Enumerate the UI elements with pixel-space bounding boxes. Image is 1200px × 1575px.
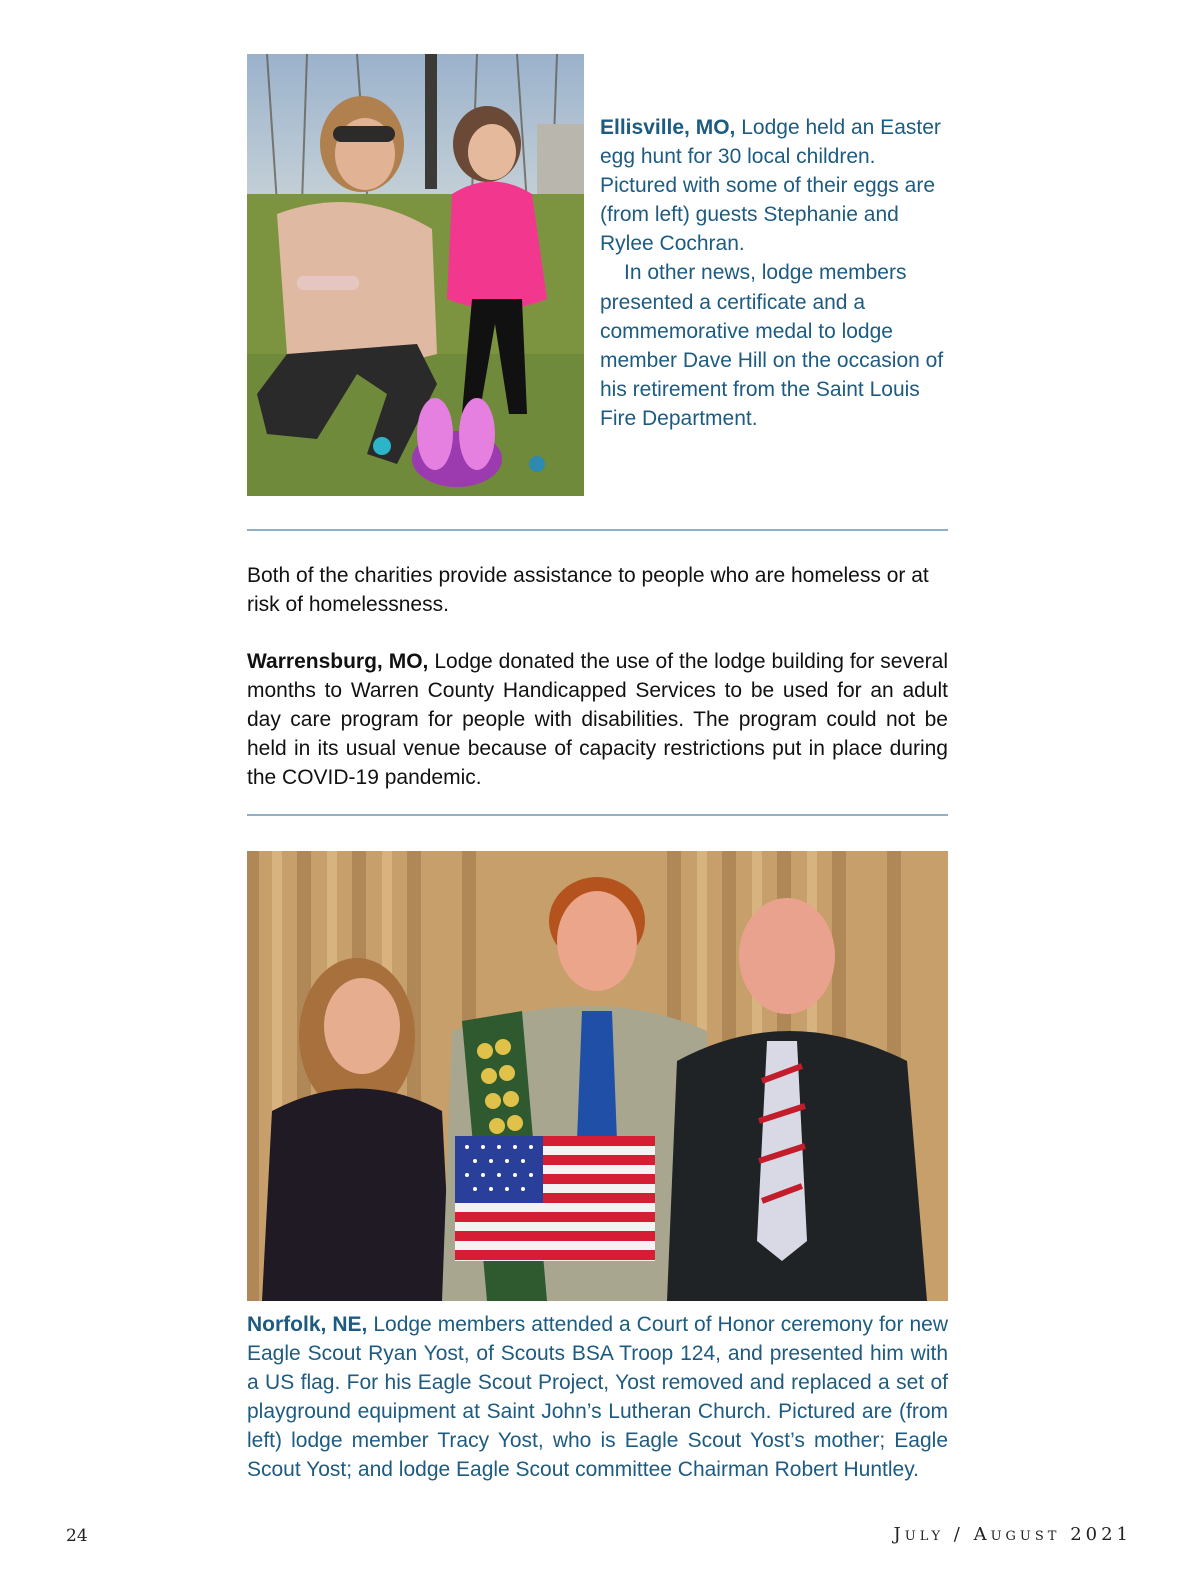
ellisville-paragraph-2: In other news, lodge members presented a certificate and a commemorative medal to lodge member Dave Hill on the occasion of his retirement from the Saint Louis Fire Department. [600, 261, 944, 430]
issue-date: July / August 2021 [893, 1524, 1132, 1545]
section-divider [247, 529, 948, 531]
charities-paragraph: Both of the charities provide assistance to people who are homeless or at risk of homelessness. [247, 564, 929, 617]
norfolk-text: Lodge members attended a Court of Honor ceremony for new Eagle Scout Ryan Yost, of Scouts BSA Troop 124, and presented him with a US flag. For his Eagle Scout Project, Yost removed and replaced a set of playground equipment at Saint John’s Lutheran Church. Pictured are (from left) lodge member Tracy Yost, who is Eagle Scout Yost’s mother; Eagle Scout Yost; and lodge Eagle Scout committee Chairman Robert Huntley. [247, 1313, 948, 1482]
section-divider [247, 814, 948, 816]
easter-egg-hunt-photo [247, 54, 584, 496]
warrensburg-place: Warrensburg, MO, [247, 650, 429, 673]
ellisville-paragraph-1 [600, 113, 952, 258]
eagle-scout-photo [247, 851, 948, 1301]
norfolk-place: Norfolk, NE, [247, 1313, 368, 1336]
warrensburg-paragraph [247, 647, 948, 792]
page-number: 24 [66, 1526, 88, 1546]
norfolk-caption [247, 1310, 948, 1485]
warrensburg-text: Lodge donated the use of the lodge building for several months to Warren County Handicapped Services to be used for an adult day care program for people with disabilities. The program could not be held in its usual venue because of capacity restrictions put in place during the COVID-19 pandemic. [247, 650, 948, 790]
ellisville-text: Lodge held an Easter egg hunt for 30 local children. Pictured with some of their eggs are (from left) guests Stephanie and Rylee Cochran. [600, 116, 941, 256]
easter-egg-hunt-image [247, 54, 584, 496]
ellisville-place: Ellisville, MO, [600, 116, 736, 139]
eagle-scout-image [247, 851, 948, 1301]
ellisville-caption [600, 113, 952, 433]
